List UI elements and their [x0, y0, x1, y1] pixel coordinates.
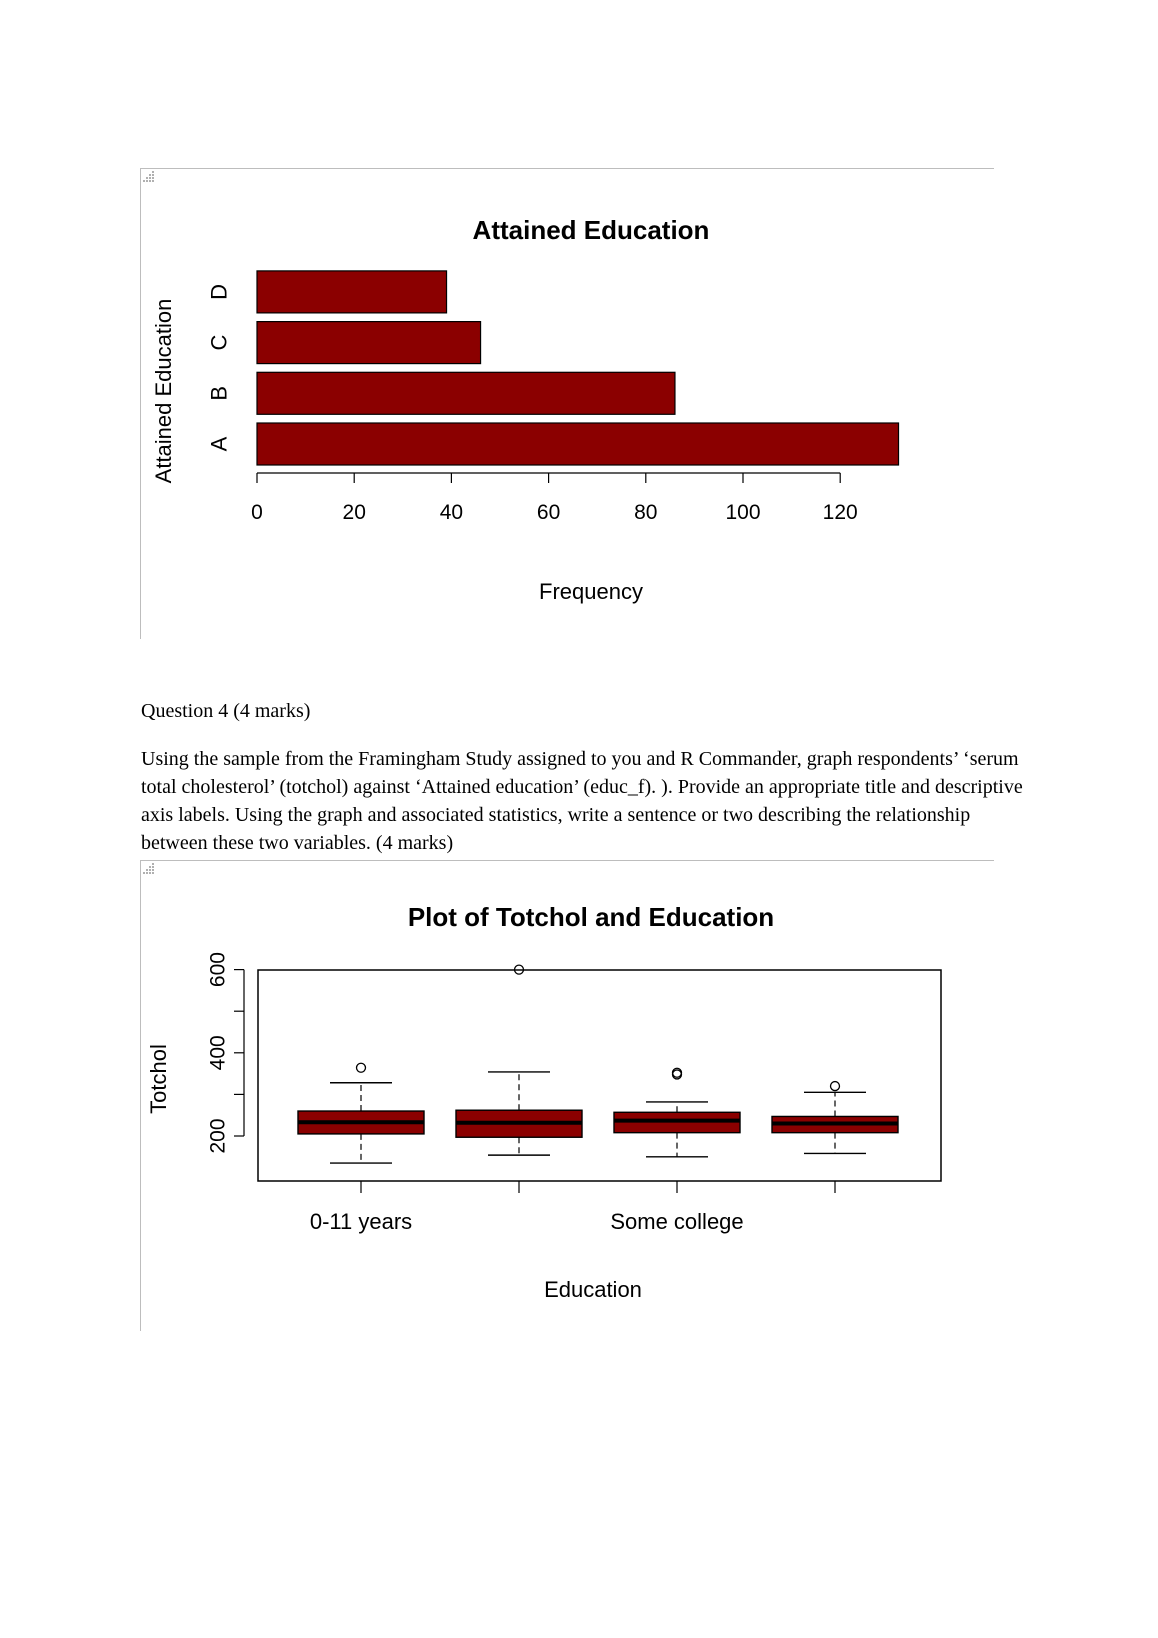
chart-title: Plot of Totchol and Education	[407, 902, 775, 932]
x-tick-label: 120	[822, 501, 858, 524]
x-tick-label: 20	[342, 501, 366, 524]
category-label: D	[206, 283, 232, 300]
bar-C	[257, 322, 481, 364]
x-tick-label: 60	[536, 501, 561, 524]
box-2	[456, 965, 582, 1155]
category-label: C	[206, 334, 232, 351]
x-axis	[310, 1181, 835, 1234]
category-label: A	[206, 436, 232, 452]
box-1	[298, 1063, 424, 1163]
x-tick-label: 100	[725, 501, 761, 524]
y-tick-label: 600	[206, 952, 230, 988]
y-axis-label: Totchol	[146, 1044, 171, 1114]
x-tick-label: 0	[251, 501, 263, 524]
boxes	[298, 965, 898, 1163]
bar-chart	[141, 169, 994, 639]
outlier-point	[357, 1063, 366, 1072]
bar-D	[257, 271, 447, 313]
box-4	[772, 1082, 898, 1154]
x-axis	[251, 473, 858, 524]
y-tick-label: 200	[206, 1118, 230, 1154]
category-labels	[207, 284, 232, 451]
chart-panel-totchol-education	[140, 860, 994, 1331]
bar-B	[257, 372, 675, 414]
bar-A	[257, 423, 899, 465]
x-tick-label: 0-11 years	[309, 1209, 413, 1234]
chart-title: Attained Education	[472, 215, 710, 245]
chart-panel-attained-education	[140, 168, 994, 639]
box-plot	[141, 861, 994, 1331]
resize-grip-icon[interactable]	[141, 169, 155, 183]
y-tick-label: 400	[206, 1035, 230, 1071]
x-tick-label: 80	[634, 501, 658, 524]
resize-grip-icon[interactable]	[141, 861, 155, 875]
bars	[257, 271, 899, 465]
x-tick-label: Some college	[610, 1209, 744, 1234]
x-tick-label: 40	[439, 501, 464, 524]
question-body: Using the sample from the Framingham Study assigned to you and R Commander, graph respondents’ ‘serum total cholesterol’ (totchol) against ‘Attained education’ (educ_f). ). Provide an appropriate title and descriptive axis labels. Using the graph and associated statistics, write a sentence or two describing the relationship between these two variables. (4 marks)	[141, 748, 1023, 854]
x-axis-label: Education	[544, 1277, 642, 1302]
outlier-point	[831, 1082, 840, 1091]
x-axis-label: Frequency	[539, 579, 643, 604]
y-axis	[206, 952, 244, 1153]
y-axis-label: Attained Education	[151, 298, 176, 484]
category-label: B	[206, 385, 232, 401]
question-heading: Question 4 (4 marks)	[141, 700, 311, 722]
box-3	[614, 1068, 740, 1157]
